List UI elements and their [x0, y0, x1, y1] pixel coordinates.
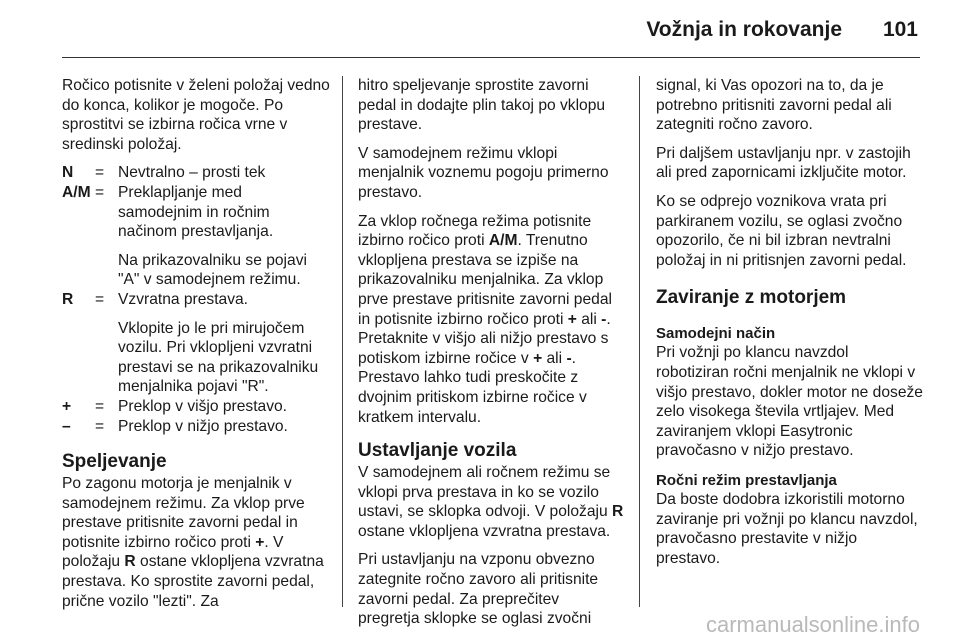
page-title: Vožnja in rokovanje [646, 18, 842, 41]
text-run: ostane vklopljena vzvratna prestava. Ko sprostite zavorni pedal, prične vozilo "lezti". Za [62, 553, 324, 610]
speljevanje-paragraph [62, 474, 330, 611]
def-body [118, 163, 330, 183]
def-eq: = [95, 183, 105, 201]
subheading-rocni: Ročni režim prestavljanja [656, 471, 837, 489]
def-row-n [62, 163, 330, 183]
paragraph: Pri ustavljanju na vzponu obvezno zategnite ročno zavoro ali pritisnite zavorni pedal. Za preprečitev pregretja sklopke se oglasi zvočni [358, 551, 599, 628]
def-text: Nevtralno – prosti tek [118, 164, 266, 182]
text-run: ali [576, 310, 602, 328]
def-body [118, 417, 330, 437]
text-run: . Trenutno vklopljena prestava se izpiše na prikazovalniku menjalnika. Za vklop prve prestave pritisnite zavorni pedal in potisnite izbirno ročico proti [358, 232, 612, 328]
paragraph: hitro speljevanje sprostite zavorni pedal in dodajte plin takoj po vklopu prestave. [358, 77, 606, 134]
page-number: 101 [882, 18, 918, 41]
key-symbol: R [611, 503, 624, 521]
text-run: . Pretaknite v višjo ali nižjo prestavo s potiskom izbirne ročice v [358, 310, 611, 367]
text-run: Za vklop ročnega režima potisnite izbirno ročico proti [358, 212, 592, 250]
key-symbol: + [255, 533, 265, 551]
def-row-minus [62, 417, 330, 437]
column-2 [358, 76, 624, 638]
def-body [118, 290, 330, 397]
def-text: Preklapljanje med samodejnim in ročnim načinom prestavljanja. [118, 183, 274, 241]
def-key: R [62, 290, 74, 308]
def-row-plus [62, 397, 330, 417]
text-run: Po zagonu motorja je menjalnik v samodejnem režimu. Za vklop prve prestave pritisnite zavorni pedal in potisnite izbirno ročico proti [62, 475, 305, 551]
text-run: ostane vklopljena vzvratna prestava. [358, 522, 611, 540]
text-run: ali [542, 349, 567, 367]
column-3 [656, 76, 924, 577]
def-body [118, 183, 330, 290]
header-rule [62, 57, 920, 58]
def-eq: = [95, 397, 105, 415]
text-run: V samodejnem ali ročnem režimu se vklopi prva prestava in ko se vozilo ustavi, se sklopka odvoji. V položaju [358, 464, 612, 521]
watermark-text: carmanualsonline.info [705, 612, 920, 637]
manual-mode-paragraph [358, 212, 624, 428]
selector-positions-list [62, 163, 330, 436]
key-symbol: A/M [488, 232, 518, 250]
text-run: . V položaju [62, 533, 284, 571]
paragraph: Ko se odprejo voznikova vrata pri parkiranem vozilu, se oglasi zvočno opozorilo, če ni bil izbran nevtralni položaj in ni pritisnjen zavorni pedal. [656, 192, 907, 269]
section-heading-zaviranje: Zaviranje z motorjem [656, 287, 847, 309]
column-divider-1 [342, 76, 343, 607]
def-eq: = [95, 417, 105, 435]
column-divider-2 [639, 76, 640, 607]
section-heading-speljevanje: Speljevanje [62, 451, 167, 473]
def-eq: = [95, 164, 105, 182]
def-body [118, 397, 330, 417]
def-row-am [62, 183, 330, 290]
key-symbol: - [601, 310, 607, 328]
key-symbol: + [567, 310, 577, 328]
text-run: . Prestavo lahko tudi preskočite z dvojnim pritiskom izbirne ročice v kratkem intervalu. [358, 349, 587, 426]
paragraph: V samodejnem režimu vklopi menjalnik voznemu pogoju primerno prestavo. [358, 144, 609, 201]
subheading-samodejni: Samodejni način [656, 325, 776, 343]
def-key: + [62, 397, 72, 415]
paragraph: Pri vožnji po klancu navzdol robotiziran ročni menjalnik ne vklopi v višjo prestavo, dokler motor ne doseže zelo visokega števila vrtljajev. Med zaviranjem vklopi Easytronic pravočasno v nižjo prestavo. [656, 344, 923, 460]
page-header [0, 0, 960, 60]
def-eq: = [95, 290, 105, 308]
def-key: N [62, 164, 74, 182]
paragraph: signal, ki Vas opozori na to, da je potrebno pritisniti zavorni pedal ali zategniti ročno zavoro. [656, 77, 892, 134]
column-1 [62, 76, 330, 620]
paragraph: Da boste dodobra izkoristili motorno zaviranje pri vožnji po klancu navzdol, pravočasno prestavite v nižjo prestavo. [656, 490, 918, 567]
def-text: Preklop v nižjo prestavo. [118, 417, 288, 435]
key-symbol: - [566, 349, 572, 367]
key-symbol: R [124, 553, 136, 571]
def-key: A/M [62, 183, 91, 201]
def-key: – [62, 417, 71, 435]
paragraph: Pri daljšem ustavljanju npr. v zastojih ali pred zapornicami izključite motor. [656, 144, 911, 182]
stopping-paragraph [358, 463, 624, 541]
def-text: Vzvratna prestava. [118, 290, 249, 308]
intro-paragraph: Ročico potisnite v želeni položaj vedno do konca, kolikor je mogoče. Po sprostitvi se izbirna ročica vrne v sredinski položaj. [62, 77, 330, 153]
def-text: Vklopite jo le pri mirujočem vozilu. Pri vklopljeni vzvratni prestavi se na prikazovalniku menjalnika pojavi "R". [118, 319, 319, 396]
section-heading-ustavljanje: Ustavljanje vozila [358, 440, 517, 462]
def-row-r [62, 290, 330, 397]
def-text: Na prikazovalniku se pojavi "A" v samodejnem režimu. [118, 251, 307, 289]
def-text: Preklop v višjo prestavo. [118, 397, 288, 415]
key-symbol: + [533, 349, 543, 367]
